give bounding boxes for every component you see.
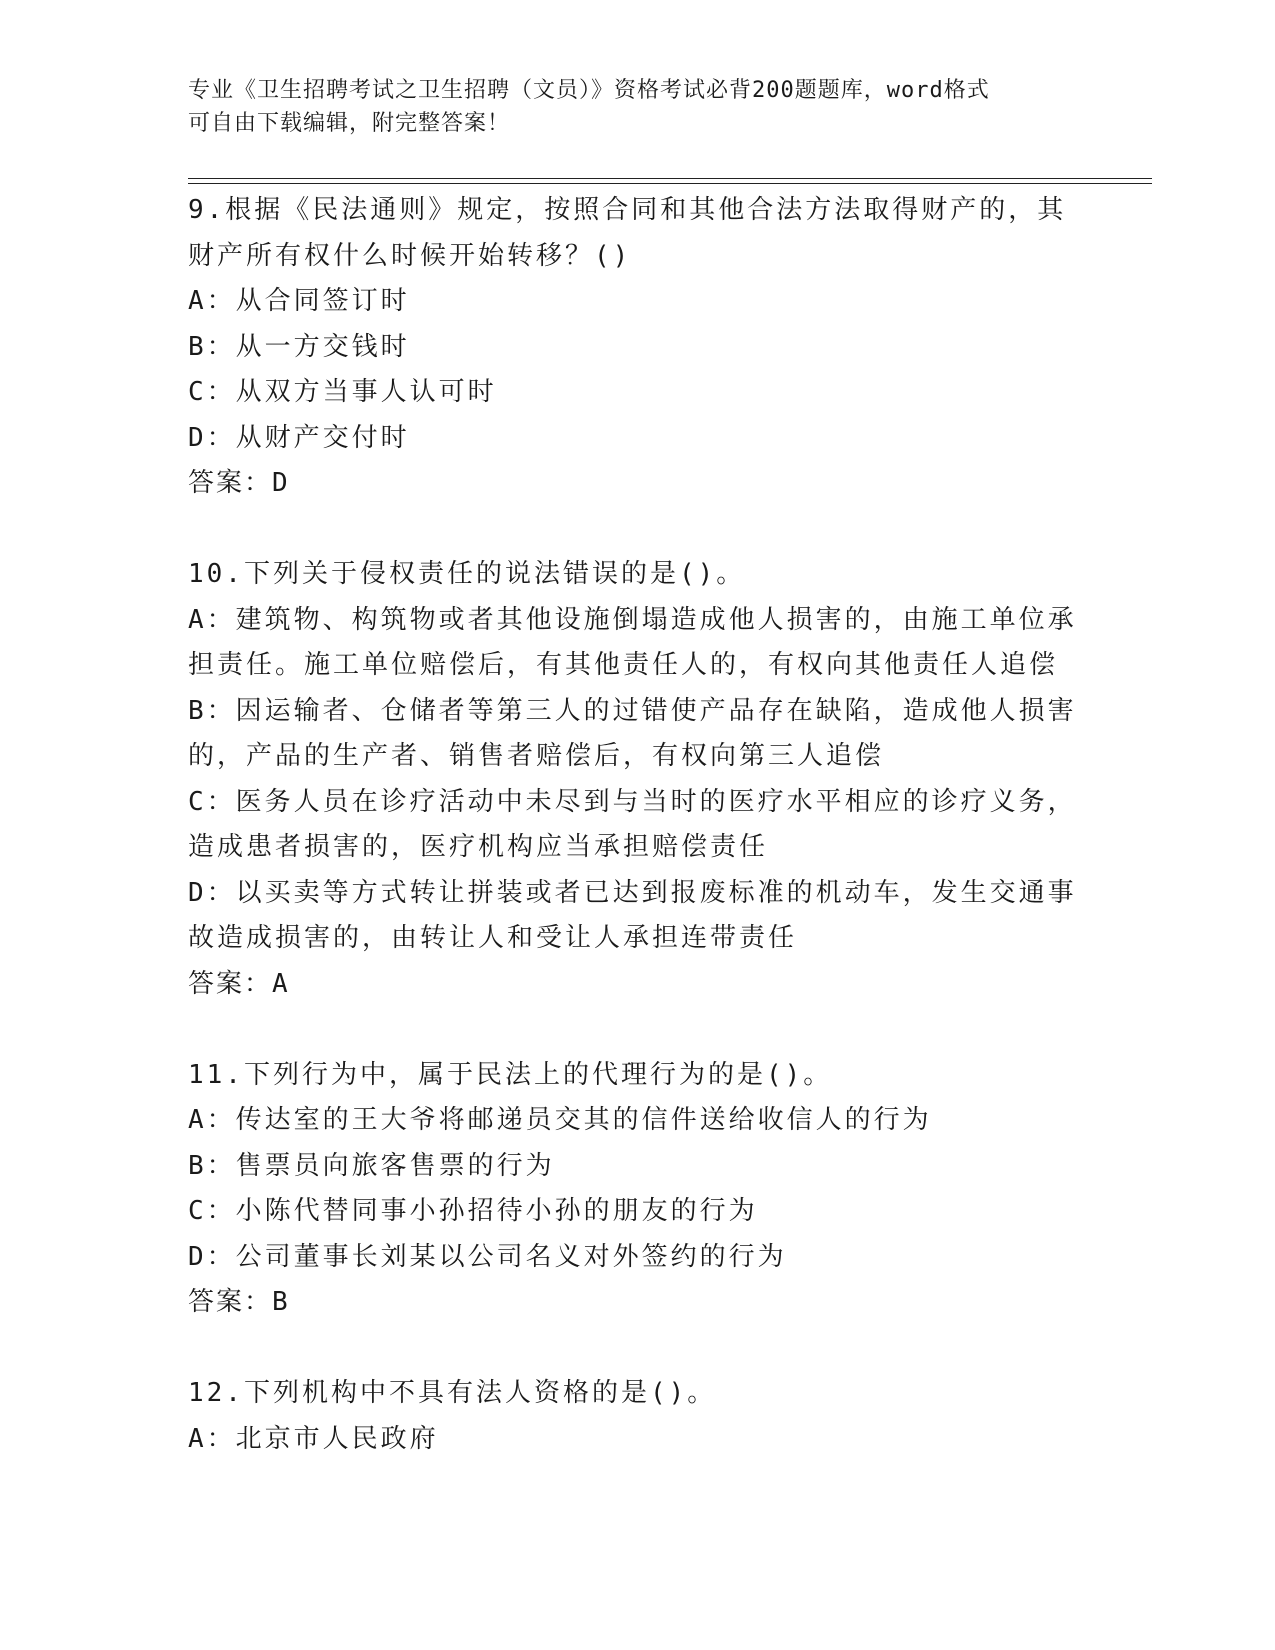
header-line-1: 专业《卫生招聘考试之卫生招聘（文员）》资格考试必背200题题库，word格式 [188, 78, 990, 103]
question-text-line: 12.下列机构中不具有法人资格的是()。 [188, 1378, 717, 1408]
header-rule-top [188, 178, 1152, 179]
option-d: D：从财产交付时 [188, 422, 410, 453]
option-a: A：建筑物、构筑物或者其他设施倒塌造成他人损害的，由施工单位承 [188, 604, 1077, 635]
question-10 [188, 552, 1088, 1007]
question-11 [188, 1053, 1088, 1326]
option-a: A：传达室的王大爷将邮递员交其的信件送给收信人的行为 [188, 1105, 932, 1135]
answer-label: 答案：A [188, 968, 290, 999]
option-b: B：从一方交钱时 [188, 331, 410, 362]
option-b: B：售票员向旅客售票的行为 [188, 1150, 555, 1181]
option-d: D：以买卖等方式转让拼装或者已达到报废标准的机动车，发生交通事 [188, 877, 1077, 908]
option-d-continued: 故造成损害的，由转让人和受让人承担连带责任 [188, 923, 798, 953]
option-c: C：小陈代替同事小孙招待小孙的朋友的行为 [188, 1196, 758, 1226]
answer-label: 答案：D [188, 468, 290, 498]
option-c-continued: 造成患者损害的，医疗机构应当承担赔偿责任 [188, 832, 769, 862]
option-d: D：公司董事长刘某以公司名义对外签约的行为 [188, 1241, 787, 1272]
option-c: C：医务人员在诊疗活动中未尽到与当时的医疗水平相应的诊疗义务， [188, 786, 1077, 817]
answer-label: 答案：B [188, 1287, 290, 1317]
question-text-line: 10.下列关于侵权责任的说法错误的是()。 [188, 559, 746, 589]
option-a-continued: 担责任。施工单位赔偿后，有其他责任人的，有权向其他责任人追偿 [188, 650, 1059, 680]
question-text-line: 11.下列行为中，属于民法上的代理行为的是()。 [188, 1059, 833, 1090]
option-c: C：从双方当事人认可时 [188, 377, 497, 407]
option-a: A：北京市人民政府 [188, 1423, 439, 1454]
header-rule-bottom [188, 183, 1152, 184]
question-text-line: 9.根据《民法通则》规定，按照合同和其他合法方法取得财产的，其 [188, 195, 1067, 225]
document-header [188, 74, 1068, 140]
option-b-continued: 的，产品的生产者、销售者赔偿后，有权向第三人追偿 [188, 741, 885, 771]
option-b: B：因运输者、仓储者等第三人的过错使产品存在缺陷，造成他人损害 [188, 695, 1077, 726]
question-9 [188, 188, 1088, 507]
option-a: A：从合同签订时 [188, 286, 410, 316]
question-12 [188, 1371, 1088, 1462]
question-list [188, 188, 1088, 1462]
question-text-line: 财产所有权什么时候开始转移？() [188, 240, 632, 271]
header-line-2: 可自由下载编辑，附完整答案！ [188, 111, 511, 136]
